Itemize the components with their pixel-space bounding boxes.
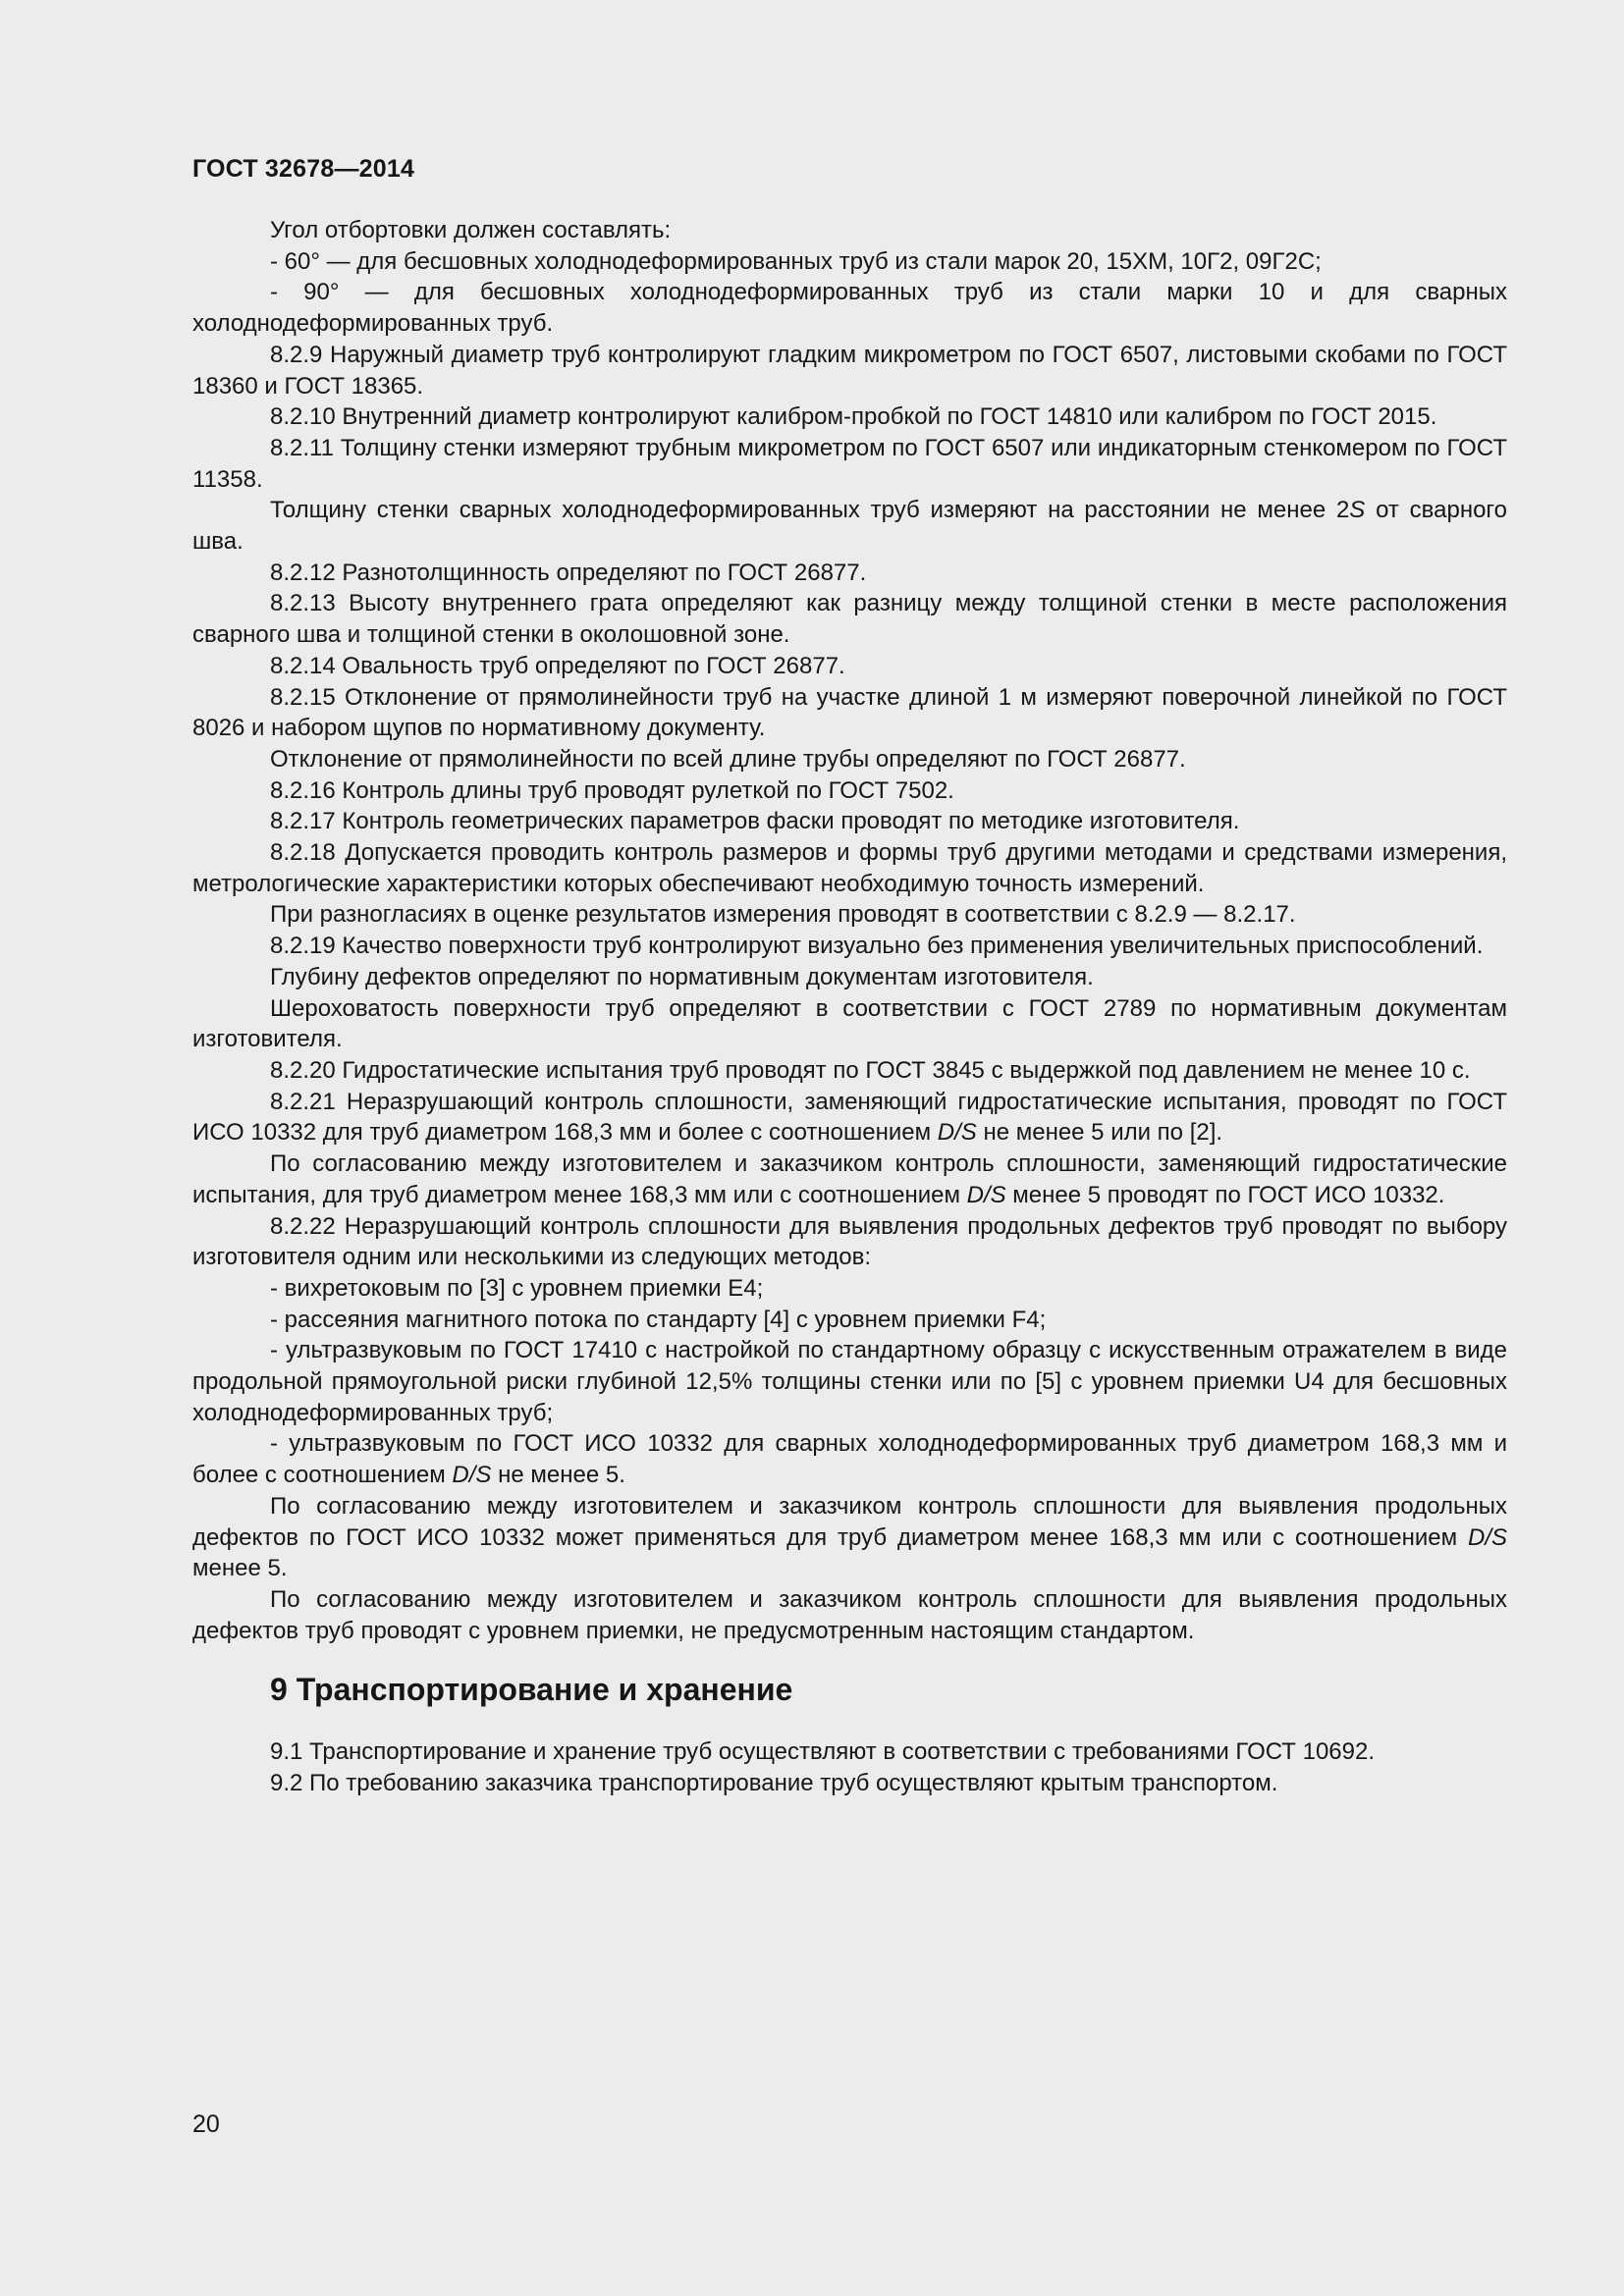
paragraph: 8.2.15 Отклонение от прямолинейности труб на участке длиной 1 м измеряют поверочной линейкой по ГОСТ 8026 и набором щупов по нормативному документу. <box>192 683 1507 742</box>
paragraph: При разногласиях в оценке результатов измерения проводят в соответствии с 8.2.9 — 8.2.17. <box>270 901 1296 929</box>
section-heading: 9 Транспортирование и хранение <box>270 1672 793 1708</box>
paragraph: 9.2 По требованию заказчика транспортирование труб осуществляют крытым транспортом. <box>270 1770 1278 1797</box>
paragraph: - 60° — для бесшовных холоднодеформированных труб из стали марок 20, 15ХМ, 10Г2, 09Г2С; <box>270 247 1322 275</box>
paragraph: 8.2.13 Высоту внутреннего грата определяют как разницу между толщиной стенки в месте расположения сварного шва и толщиной стенки в околошовной зоне. <box>192 590 1507 649</box>
paragraph: Отклонение от прямолинейности по всей длине трубы определяют по ГОСТ 26877. <box>270 745 1186 773</box>
document-body <box>192 215 1507 1799</box>
paragraph: 8.2.17 Контроль геометрических параметров фаски проводят по методике изготовителя. <box>270 808 1240 835</box>
variable-ds: D/S <box>1467 1523 1507 1551</box>
paragraph: 8.2.20 Гидростатические испытания труб проводят по ГОСТ 3845 с выдержкой под давлением не менее 10 с. <box>270 1056 1471 1084</box>
paragraph: 8.2.16 Контроль длины труб проводят рулеткой по ГОСТ 7502. <box>270 776 954 804</box>
variable-s: S <box>1349 497 1366 524</box>
list-item: - ультразвуковым по ГОСТ ИСО 10332 для сварных холоднодеформированных труб диаметром 168,3 мм и более с соотношением D/S не менее 5. <box>192 1430 1507 1489</box>
paragraph: Угол отбортовки должен составлять: <box>270 217 672 243</box>
paragraph: - 90° — для бесшовных холоднодеформированных труб из стали марки 10 и для сварных холоднодеформированных труб. <box>192 279 1507 338</box>
paragraph: 8.2.9 Наружный диаметр труб контролируют гладким микрометром по ГОСТ 6507, листовыми скобами по ГОСТ 18360 и ГОСТ 18365. <box>192 341 1507 400</box>
paragraph: 8.2.12 Разнотолщинность определяют по ГОСТ 26877. <box>270 559 867 586</box>
list-item: - вихретоковым по [3] с уровнем приемки Е4; <box>270 1274 764 1302</box>
paragraph: 8.2.14 Овальность труб определяют по ГОСТ 26877. <box>270 652 845 679</box>
paragraph: 9.1 Транспортирование и хранение труб осуществляют в соответствии с требованиями ГОСТ 10692. <box>270 1738 1375 1766</box>
page-number: 20 <box>192 2110 220 2138</box>
paragraph: 8.2.22 Неразрушающий контроль сплошности для выявления продольных дефектов труб проводят по выбору изготовителя одним или несколькими из следующих методов: <box>192 1212 1507 1271</box>
paragraph: Толщину стенки сварных холоднодеформированных труб измеряют на расстоянии не менее 2S от сварного шва. <box>192 497 1507 556</box>
paragraph: 8.2.19 Качество поверхности труб контролируют визуально без применения увеличительных приспособлений. <box>270 933 1484 960</box>
paragraph: По согласованию между изготовителем и заказчиком контроль сплошности для выявления продольных дефектов труб проводят с уровнем приемки, не предусмотренным настоящим стандартом. <box>192 1585 1507 1644</box>
paragraph: 8.2.21 Неразрушающий контроль сплошности, заменяющий гидростатические испытания, проводят по ГОСТ ИСО 10332 для труб диаметром 168,3 мм и более с соотношением D/S не менее 5 или по [2]. <box>192 1088 1507 1147</box>
variable-ds: D/S <box>452 1462 492 1489</box>
list-item: - рассеяния магнитного потока по стандарту [4] с уровнем приемки F4; <box>270 1306 1047 1333</box>
paragraph: Глубину дефектов определяют по нормативным документам изготовителя. <box>270 963 1094 990</box>
variable-ds: D/S <box>966 1181 1006 1208</box>
paragraph: 8.2.18 Допускается проводить контроль размеров и формы труб другими методами и средствами измерения, метрологические характеристики которых обеспечивают необходимую точность измерений. <box>192 839 1507 897</box>
paragraph: По согласованию между изготовителем и заказчиком контроль сплошности для выявления продольных дефектов по ГОСТ ИСО 10332 может применяться для труб диаметром менее 168,3 мм или с соотношением D/S менее 5. <box>192 1492 1507 1582</box>
paragraph: Шероховатость поверхности труб определяют в соответствии с ГОСТ 2789 по нормативным документам изготовителя. <box>192 994 1507 1053</box>
variable-ds: D/S <box>937 1119 977 1147</box>
list-item: - ультразвуковым по ГОСТ 17410 с настройкой по стандартному образцу с искусственным отражателем в виде продольной прямоугольной риски глубиной 12,5% толщины стенки или по [5] с уровнем приемки U4 для бесшовных холоднодеформированных труб; <box>192 1337 1507 1426</box>
standard-header: ГОСТ 32678—2014 <box>192 155 415 183</box>
paragraph: 8.2.11 Толщину стенки измеряют трубным микрометром по ГОСТ 6507 или индикаторным стенкомером по ГОСТ 11358. <box>192 434 1507 493</box>
paragraph: По согласованию между изготовителем и заказчиком контроль сплошности, заменяющий гидростатические испытания, для труб диаметром менее 168,3 мм или с соотношением D/S менее 5 проводят по ГОСТ ИСО 10332. <box>192 1150 1507 1208</box>
paragraph: 8.2.10 Внутренний диаметр контролируют калибром-пробкой по ГОСТ 14810 или калибром по ГОСТ 2015. <box>270 403 1437 431</box>
